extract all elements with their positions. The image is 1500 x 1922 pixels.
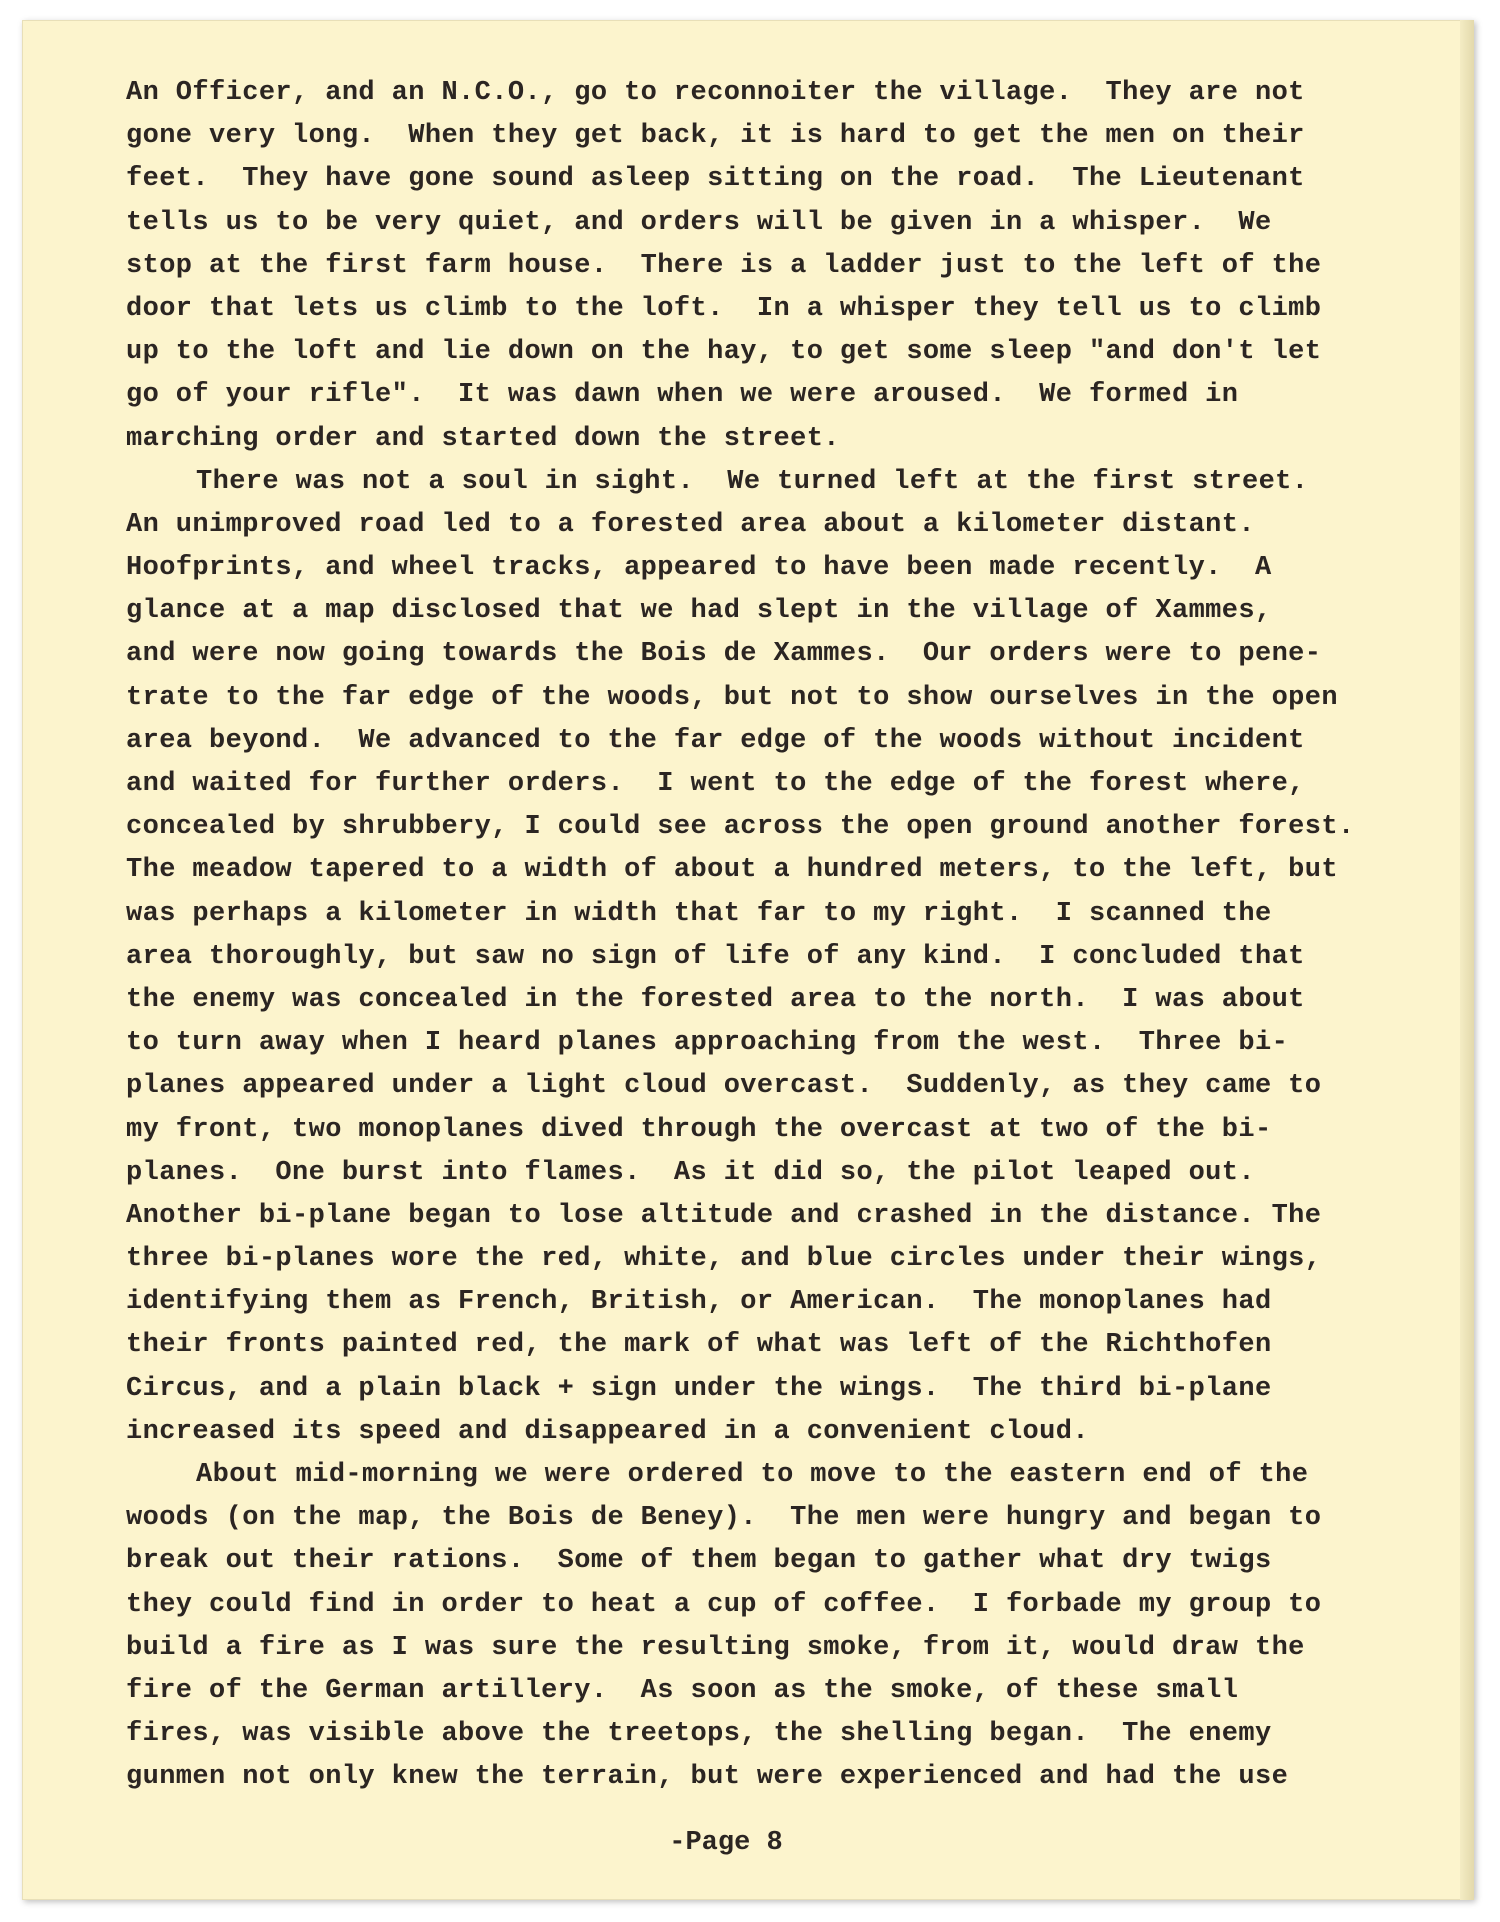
text-line: build a fire as I was sure the resulting smoke, from it, would draw the	[126, 1632, 1305, 1663]
text-line: concealed by shrubbery, I could see across the open ground another forest.	[126, 812, 1355, 843]
text-line: gunmen not only knew the terrain, but were experienced and had the use	[126, 1762, 1289, 1793]
text-line: was perhaps a kilometer in width that far to my right. I scanned the	[126, 898, 1272, 929]
text-line: trate to the far edge of the woods, but not to show ourselves in the open	[126, 682, 1338, 713]
typed-body-text	[126, 72, 1396, 1800]
text-line: feet. They have gone sound asleep sitting on the road. The Lieutenant	[126, 164, 1305, 195]
text-line: There was not a soul in sight. We turned left at the first street.	[196, 466, 1309, 497]
text-line: tells us to be very quiet, and orders will be given in a whisper. We	[126, 207, 1272, 238]
text-line: identifying them as French, British, or American. The monoplanes had	[126, 1287, 1272, 1318]
text-line: An unimproved road led to a forested area about a kilometer distant.	[126, 509, 1255, 540]
text-line: my front, two monoplanes dived through the overcast at two of the bi-	[126, 1114, 1272, 1145]
text-line: Hoofprints, and wheel tracks, appeared to have been made recently. A	[126, 553, 1272, 584]
text-line: About mid-morning we were ordered to move to the eastern end of the	[196, 1460, 1309, 1490]
text-line: Another bi-plane began to lose altitude and crashed in the distance. The	[126, 1200, 1322, 1231]
text-line: An Officer, and an N.C.O., go to reconnoiter the village. They are not	[126, 78, 1305, 108]
text-line: planes appeared under a light cloud overcast. Suddenly, as they came to	[126, 1071, 1322, 1102]
text-line: glance at a map disclosed that we had slept in the village of Xammes,	[126, 596, 1272, 627]
text-line: marching order and started down the street.	[126, 423, 840, 454]
text-line: go of your rifle". It was dawn when we were aroused. We formed in	[126, 380, 1239, 411]
text-line: gone very long. When they get back, it is hard to get the men on their	[126, 121, 1305, 152]
text-line: stop at the first farm house. There is a ladder just to the left of the	[126, 250, 1322, 281]
text-line: the enemy was concealed in the forested area to the north. I was about	[126, 984, 1305, 1015]
text-line: area beyond. We advanced to the far edge of the woods without incident	[126, 725, 1305, 756]
paper-sheet	[22, 20, 1474, 1900]
text-line: up to the loft and lie down on the hay, to get some sleep "and don't let	[126, 337, 1322, 368]
text-line: to turn away when I heard planes approaching from the west. Three bi-	[126, 1028, 1289, 1059]
text-line: fire of the German artillery. As soon as the smoke, of these small	[126, 1675, 1239, 1706]
text-line: they could find in order to heat a cup of coffee. I forbade my group to	[126, 1589, 1322, 1620]
text-line: and waited for further orders. I went to the edge of the forest where,	[126, 769, 1305, 799]
text-line: their fronts painted red, the mark of what was left of the Richthofen	[126, 1330, 1272, 1361]
text-line: and were now going towards the Bois de Xammes. Our orders were to pene-	[126, 639, 1322, 670]
text-line: fires, was visible above the treetops, the shelling began. The enemy	[126, 1719, 1272, 1750]
text-line: The meadow tapered to a width of about a hundred meters, to the left, but	[126, 855, 1338, 886]
text-line: increased its speed and disappeared in a convenient cloud.	[126, 1416, 1089, 1447]
text-line: area thoroughly, but saw no sign of life of any kind. I concluded that	[126, 941, 1305, 972]
page-number: -Page 8	[669, 1828, 783, 1858]
text-line: Circus, and a plain black + sign under the wings. The third bi-plane	[126, 1373, 1272, 1404]
text-line: woods (on the map, the Bois de Beney). The men were hungry and began to	[126, 1503, 1322, 1534]
text-line: door that lets us climb to the loft. In a whisper they tell us to climb	[126, 293, 1322, 324]
text-line: three bi-planes wore the red, white, and blue circles under their wings,	[126, 1244, 1322, 1275]
text-line: planes. One burst into flames. As it did so, the pilot leaped out.	[126, 1157, 1255, 1188]
text-line: break out their rations. Some of them began to gather what dry twigs	[126, 1546, 1272, 1577]
